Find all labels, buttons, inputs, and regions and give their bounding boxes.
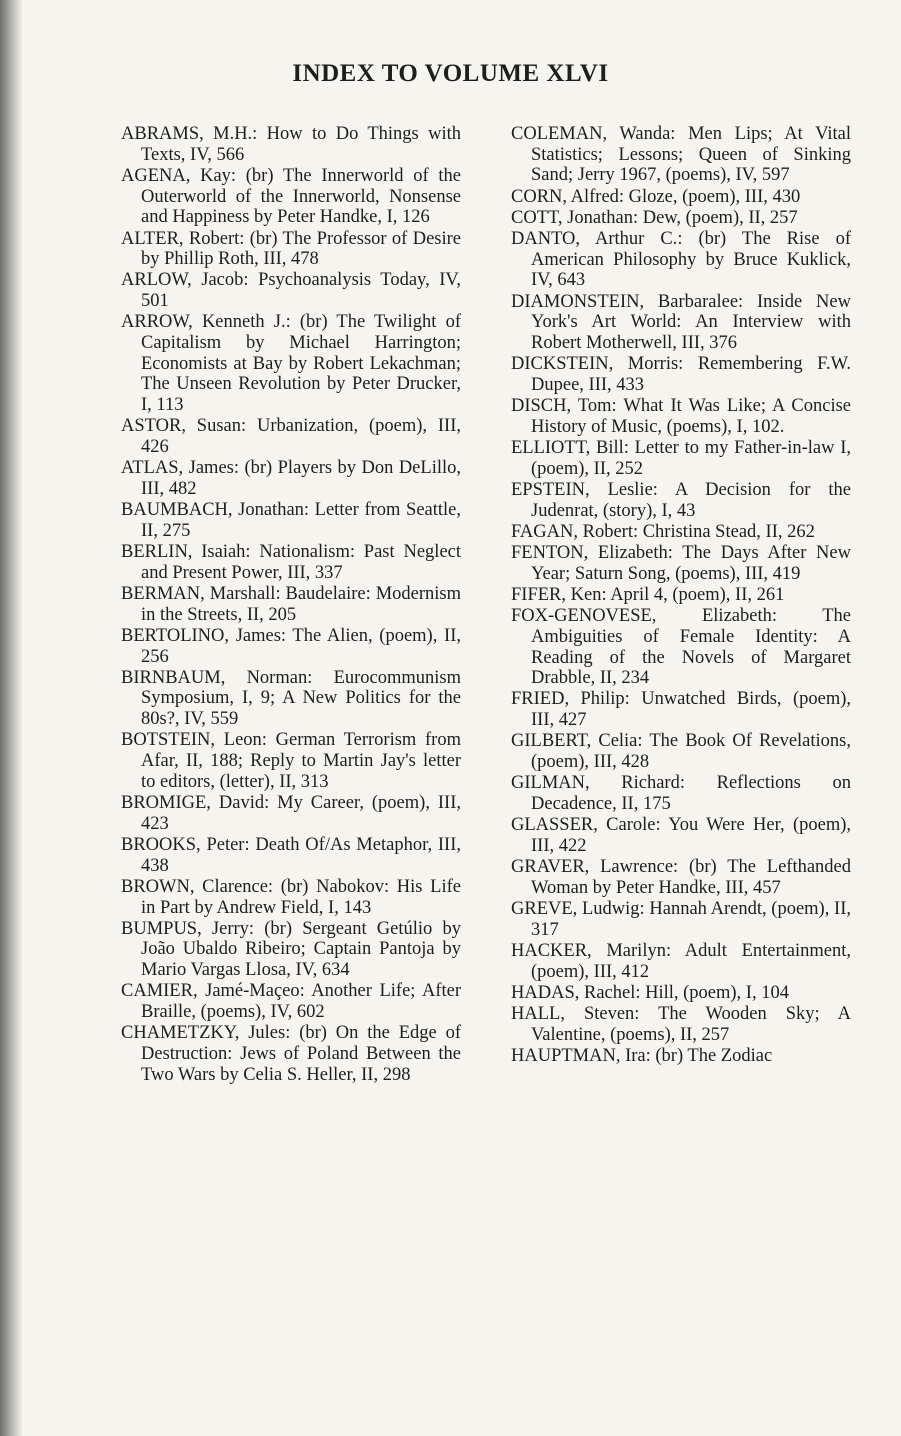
index-entry: BUMPUS, Jerry: (br) Sergeant Getúlio by João Ubaldo Ribeiro; Captain Pantoja by Mario Vargas Llosa, IV, 634 [121,918,461,981]
index-entry: GREVE, Ludwig: Hannah Arendt, (poem), II, 317 [511,899,851,940]
index-entry: AGENA, Kay: (br) The Innerworld of the Outerworld of the Innerworld, Nonsense and Happiness by Peter Handke, I, 126 [121,165,461,228]
index-entry: GILBERT, Celia: The Book Of Revelations, (poem), III, 428 [511,731,851,773]
index-entry: ALTER, Robert: (br) The Professor of Desire by Phillip Roth, III, 478 [121,228,461,270]
index-column-right [511,124,851,1067]
index-entry: ABRAMS, M.H.: How to Do Things with Texts, IV, 566 [121,124,461,165]
index-entry: FRIED, Philip: Unwatched Birds, (poem), III, 427 [511,689,851,731]
index-entry: DIAMONSTEIN, Barbaralee: Inside New York's Art World: An Interview with Robert Motherwell, III, 376 [511,291,851,354]
index-entry: BROMIGE, David: My Career, (poem), III, 423 [121,793,461,834]
index-entry: CORN, Alfred: Gloze, (poem), III, 430 [511,186,801,207]
index-entry: EPSTEIN, Leslie: A Decision for the Judenrat, (story), I, 43 [511,479,851,521]
index-entry: BIRNBAUM, Norman: Eurocommunism Symposium, I, 9; A New Politics for the 80s?, IV, 559 [121,667,461,730]
index-entry: FAGAN, Robert: Christina Stead, II, 262 [511,521,815,542]
index-entry: COLEMAN, Wanda: Men Lips; At Vital Statistics; Lessons; Queen of Sinking Sand; Jerry 1967, (poems), IV, 597 [511,124,851,186]
index-entry: COTT, Jonathan: Dew, (poem), II, 257 [511,207,798,228]
index-entry: BROOKS, Peter: Death Of/As Metaphor, III, 438 [121,834,461,876]
index-entry: BERMAN, Marshall: Baudelaire: Modernism in the Streets, II, 205 [121,583,461,625]
index-entry: DICKSTEIN, Morris: Remembering F.W. Dupee, III, 433 [511,354,851,395]
index-entry: HAUPTMAN, Ira: (br) The Zodiac [511,1045,773,1066]
index-entry: FENTON, Elizabeth: The Days After New Year; Saturn Song, (poems), III, 419 [511,543,851,584]
index-entry: ARROW, Kenneth J.: (br) The Twilight of Capitalism by Michael Harrington; Economists at Bay by Robert Lekachman; The Unseen Revolution by Peter Drucker, I, 113 [121,312,461,416]
index-entry: GRAVER, Lawrence: (br) The Lefthanded Woman by Peter Handke, III, 457 [511,857,851,898]
index-entry: FOX-GENOVESE, Elizabeth: The Ambiguities of Female Identity: A Reading of the Novels of Margaret Drabble, II, 234 [511,606,851,689]
index-entry: HADAS, Rachel: Hill, (poem), I, 104 [511,982,789,1003]
index-entry: GLASSER, Carole: You Were Her, (poem), III, 422 [511,815,851,856]
index-entry: FIFER, Ken: April 4, (poem), II, 261 [511,584,785,605]
index-entry: BROWN, Clarence: (br) Nabokov: His Life in Part by Andrew Field, I, 143 [121,876,461,918]
index-entry: ASTOR, Susan: Urbanization, (poem), III, 426 [121,416,461,458]
index-entry: DANTO, Arthur C.: (br) The Rise of American Philosophy by Bruce Kuklick, IV, 643 [511,229,851,291]
index-entry: HACKER, Marilyn: Adult Entertainment, (poem), III, 412 [511,940,851,982]
index-entry: BERLIN, Isaiah: Nationalism: Past Neglect and Present Power, III, 337 [121,542,461,583]
index-entry: GILMAN, Richard: Reflections on Decadence, II, 175 [511,773,851,814]
index-entry: HALL, Steven: The Wooden Sky; A Valentine, (poems), II, 257 [511,1004,851,1045]
index-entry: ATLAS, James: (br) Players by Don DeLillo, III, 482 [121,458,461,499]
index-entry: ELLIOTT, Bill: Letter to my Father-in-law I, (poem), II, 252 [511,438,851,479]
index-entry: BOTSTEIN, Leon: German Terrorism from Afar, II, 188; Reply to Martin Jay's letter to editors, (letter), II, 313 [121,730,461,792]
index-entry: DISCH, Tom: What It Was Like; A Concise History of Music, (poems), I, 102. [511,396,851,437]
index-entry: CAMIER, Jamé-Maçeo: Another Life; After Braille, (poems), IV, 602 [121,981,461,1023]
index-entry: ARLOW, Jacob: Psychoanalysis Today, IV, 501 [121,270,461,312]
index-column-left [121,124,461,1086]
index-entry: CHAMETZKY, Jules: (br) On the Edge of Destruction: Jews of Poland Between the Two Wars by Celia S. Heller, II, 298 [121,1023,461,1085]
index-entry: BERTOLINO, James: The Alien, (poem), II, 256 [121,625,461,667]
index-entry: BAUMBACH, Jonathan: Letter from Seattle, II, 275 [121,500,461,541]
page-title: INDEX TO VOLUME XLVI [292,60,609,87]
